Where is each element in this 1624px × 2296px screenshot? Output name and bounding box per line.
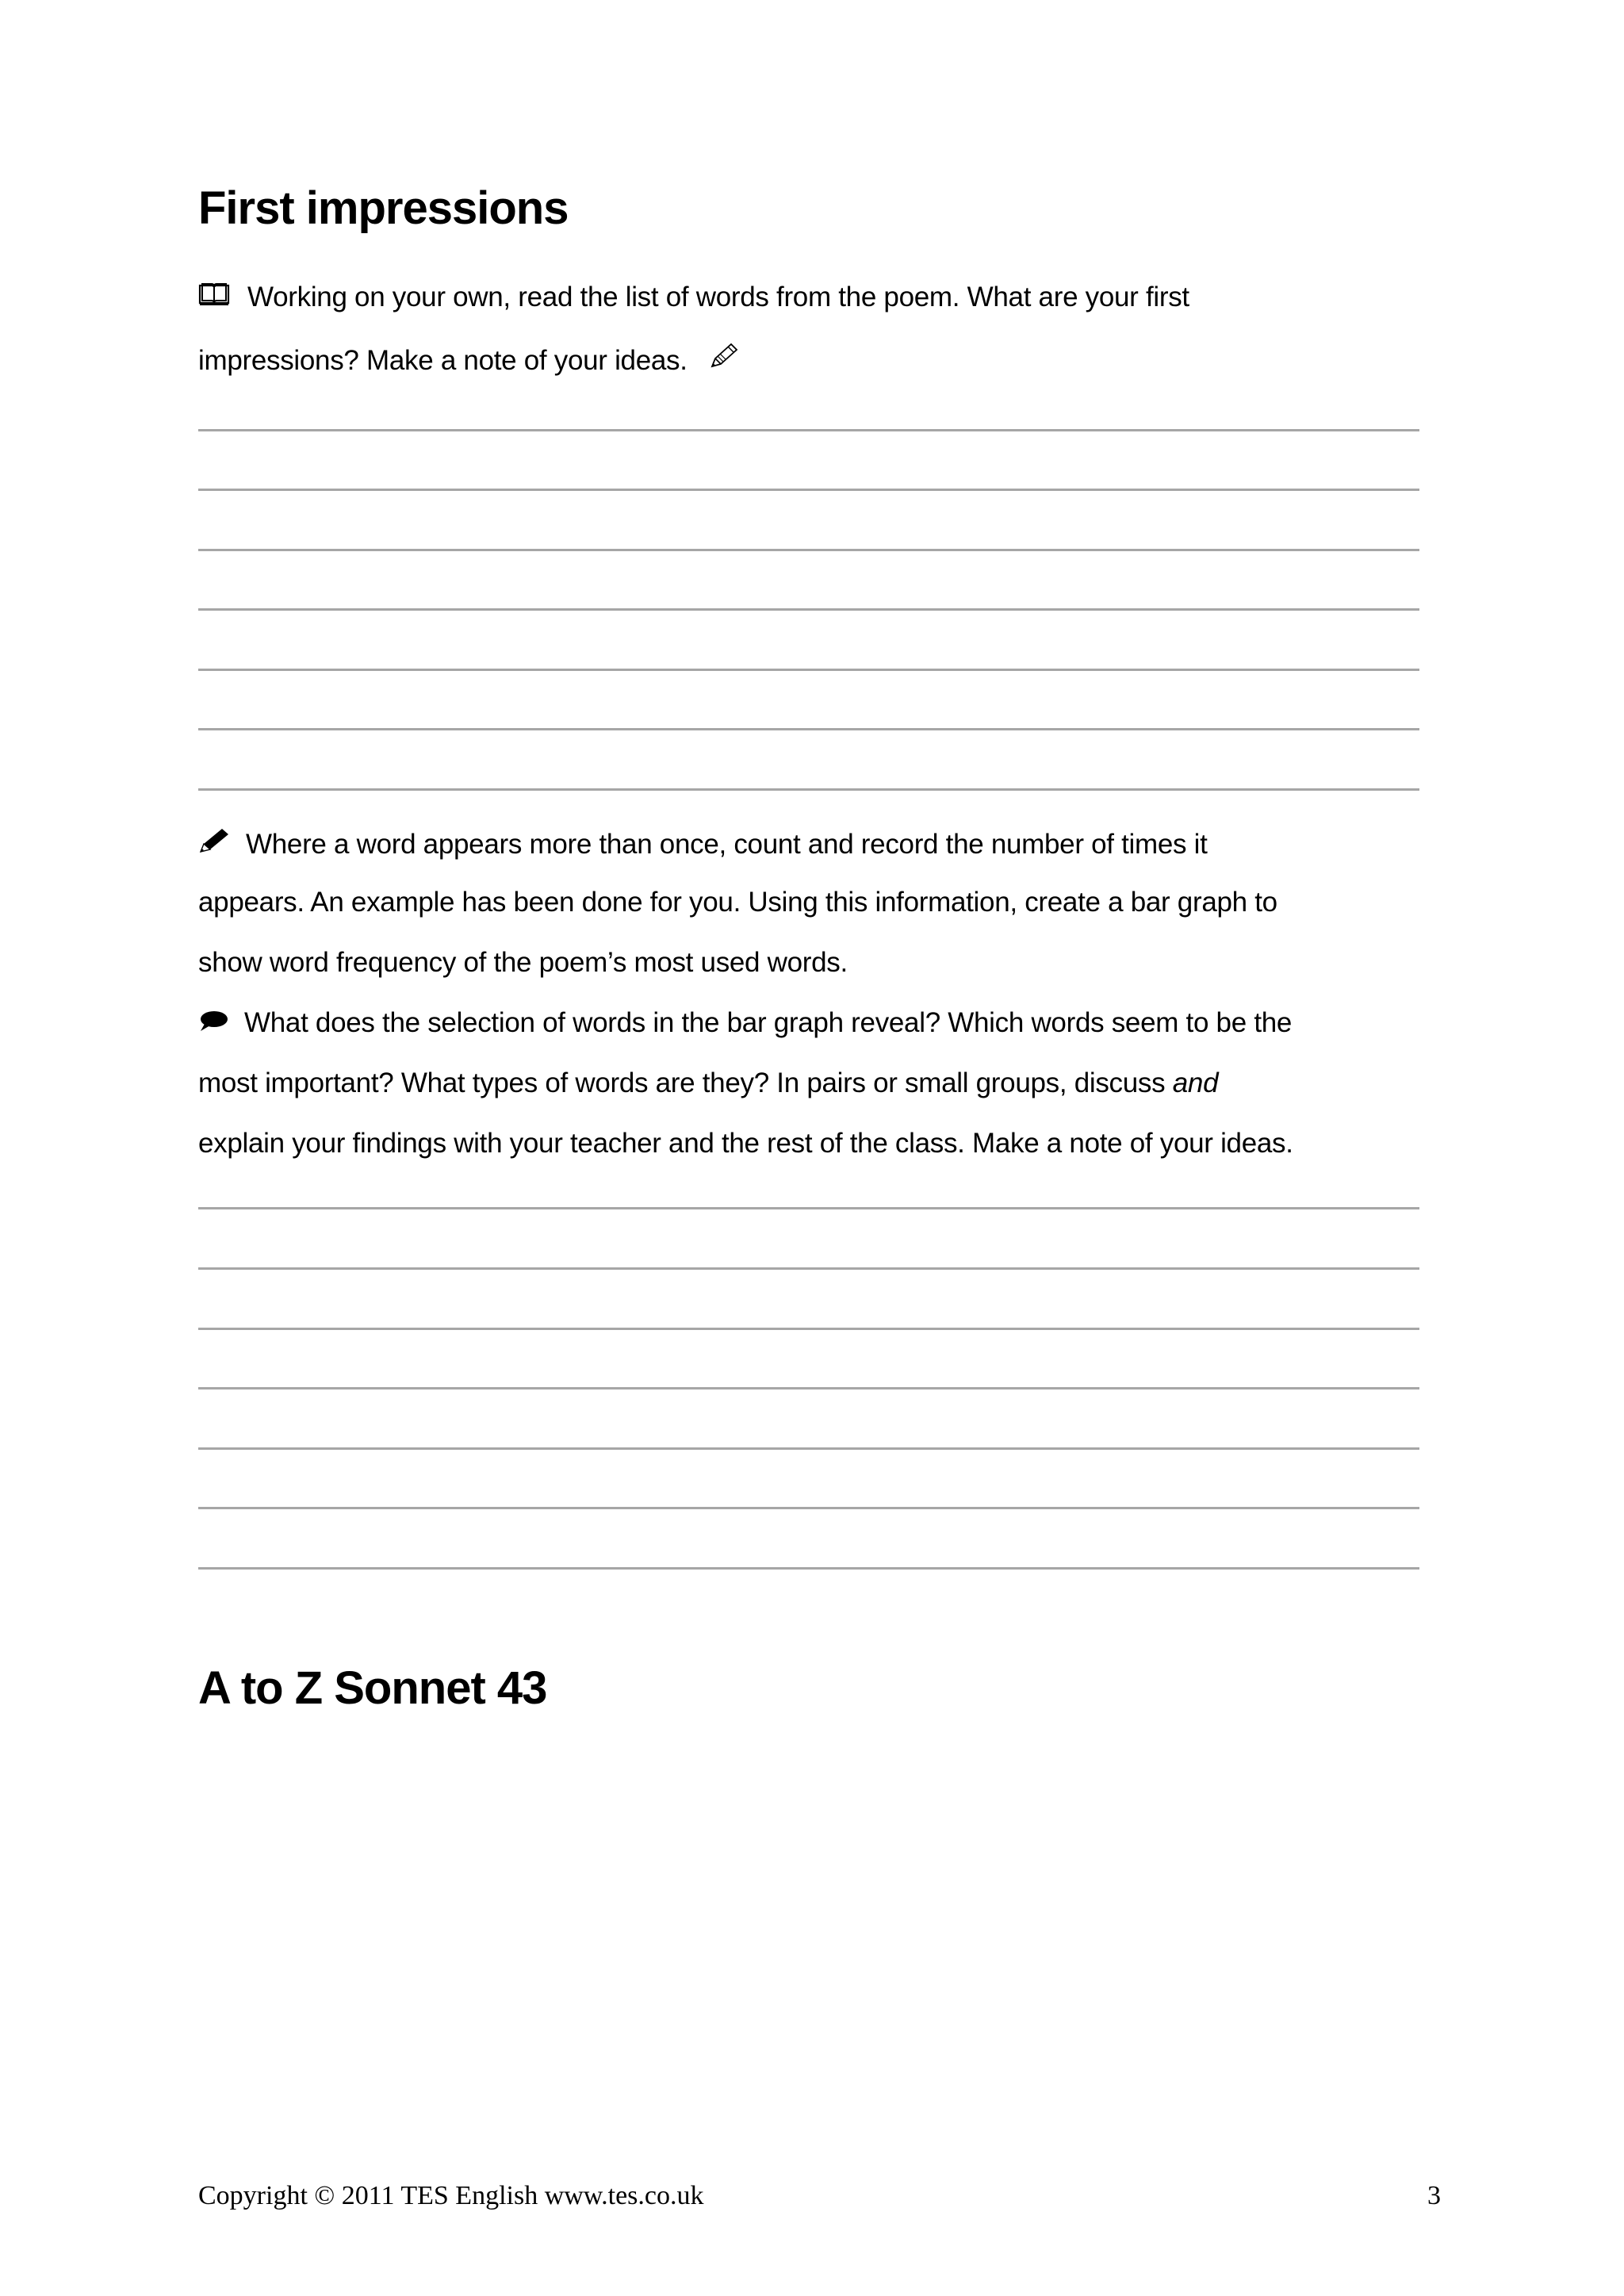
answer-line[interactable]: [198, 728, 1419, 730]
answer-line[interactable]: [198, 669, 1419, 671]
footer-page-number: 3: [1427, 2181, 1441, 2210]
task-line-2: appears. An example has been done for you. Using this information, create a bar graph to: [198, 887, 1277, 918]
answer-line[interactable]: [198, 1567, 1419, 1570]
answer-line[interactable]: [198, 1267, 1419, 1270]
task-line-1: [198, 828, 1208, 858]
answer-line[interactable]: [198, 608, 1419, 611]
answer-line[interactable]: [198, 1207, 1419, 1209]
emphasis-and: and: [1172, 1068, 1219, 1098]
footer-copyright: Copyright © 2011 TES English www.tes.co.uk: [198, 2181, 704, 2210]
answer-line[interactable]: [198, 549, 1419, 551]
discussion-line-3: explain your findings with your teacher and the rest of the class. Make a note of your ideas.: [198, 1128, 1293, 1159]
task-text-1: Where a word appears more than once, count and record the number of times it: [246, 829, 1208, 860]
instruction-line-2: [198, 343, 756, 374]
answer-line[interactable]: [198, 1328, 1419, 1330]
answer-line[interactable]: [198, 1507, 1419, 1509]
pencil-outline-icon: [709, 343, 739, 370]
answer-line[interactable]: [198, 489, 1419, 491]
discussion-text-2: most important? What types of words are they? In pairs or small groups, discuss: [198, 1068, 1173, 1098]
task-line-3: show word frequency of the poem’s most used words.: [198, 947, 848, 978]
discussion-line-2: [198, 1069, 1218, 1097]
instruction-text-1: Working on your own, read the list of words from the poem. What are your first: [247, 282, 1189, 312]
instruction-text-2: impressions? Make a note of your ideas.: [198, 345, 688, 376]
discussion-line-1: [198, 1009, 1292, 1037]
instruction-line-1: [198, 282, 1189, 311]
answer-line[interactable]: [198, 1447, 1419, 1450]
section-heading-a-to-z: A to Z Sonnet 43: [198, 1662, 547, 1714]
answer-line[interactable]: [198, 429, 1419, 431]
discussion-text-1: What does the selection of words in the bar graph reveal? Which words seem to be the: [244, 1007, 1293, 1038]
answer-line[interactable]: [198, 788, 1419, 791]
book-icon: [198, 282, 230, 306]
speech-bubble-icon: [198, 1010, 228, 1032]
pencil-icon: [198, 828, 230, 853]
section-heading-first-impressions: First impressions: [198, 182, 569, 234]
answer-line[interactable]: [198, 1387, 1419, 1389]
